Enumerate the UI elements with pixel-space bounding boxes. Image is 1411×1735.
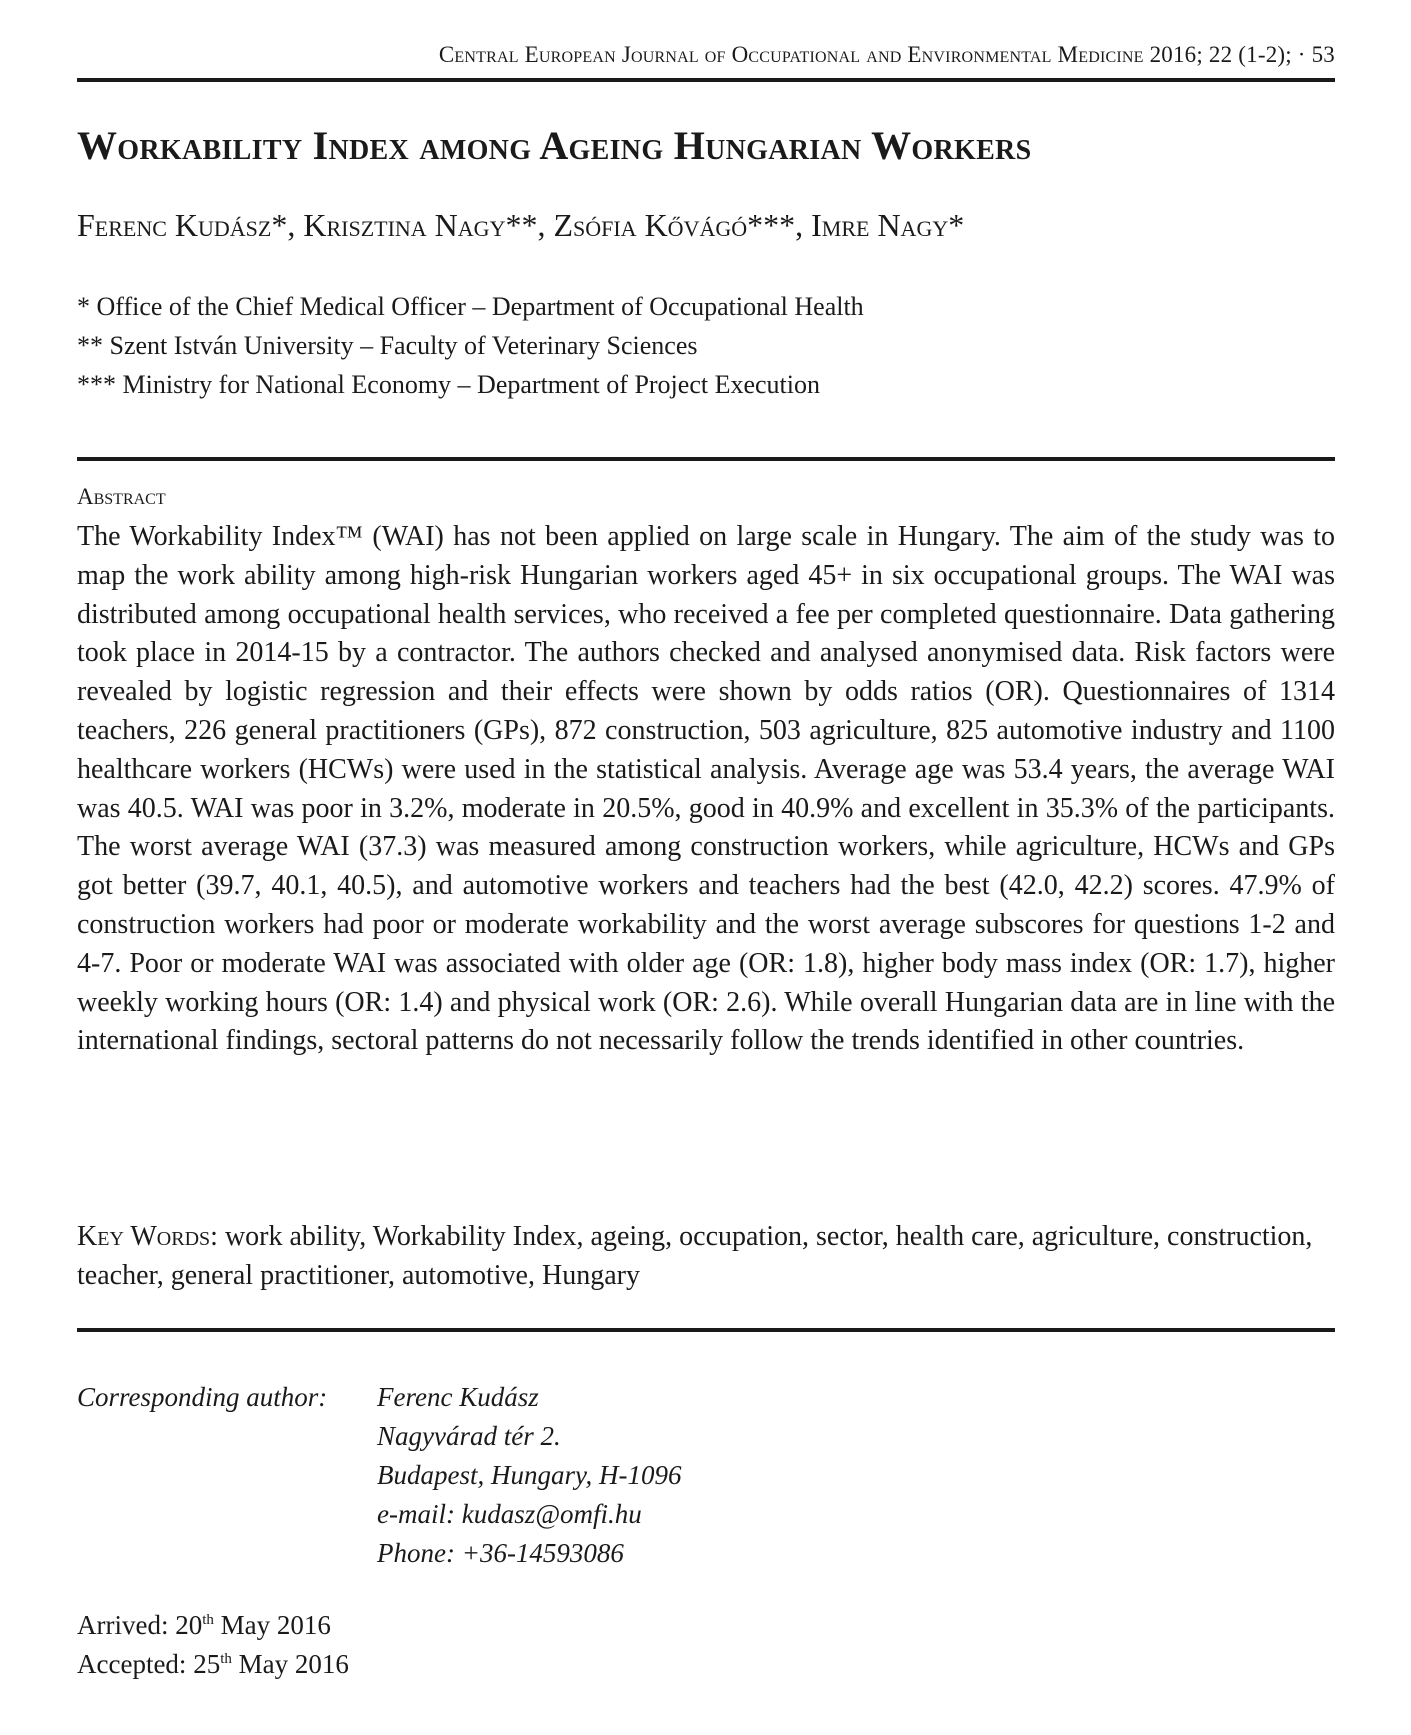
header-rule (77, 78, 1335, 82)
arrived-day: 20 (175, 1610, 203, 1640)
arrived-label: Arrived: (77, 1610, 176, 1640)
arrived-date (77, 1606, 349, 1645)
corresponding-author-details (377, 1378, 681, 1573)
running-head: Central European Journal of Occupational and Environmental Medicine 2016; 22 (1-2); · 53 (438, 42, 1335, 67)
section-divider-bottom (77, 1328, 1335, 1332)
accepted-month-year: May 2016 (231, 1649, 349, 1679)
author-street: Nagyvárad tér 2. (377, 1421, 561, 1451)
paper-title: Workability Index among Ageing Hungarian Workers (77, 123, 1032, 168)
author-phone: Phone: +36-14593086 (377, 1538, 624, 1568)
corresponding-author (77, 1378, 681, 1573)
accepted-label: Accepted: (77, 1649, 194, 1679)
abstract-text: The Workability Index™ (WAI) has not been applied on large scale in Hungary. The aim of the study was to map the work ability among high-risk Hungarian workers aged 45+ in six occupational groups. The WAI was distributed among occupational health services, who received a fee per completed questionnaire. Data gathering took place in 2014-15 by a contractor. The authors checked and analysed anonymised data. Risk factors were revealed by logistic regression and their effects were shown by odds ratios (OR). Questionnaires of 1314 teachers, 226 general practitioners (GPs), 872 construction, 503 agriculture, 825 automotive industry and 1100 healthcare workers (HCWs) were used in the statistical analysis. Average age was 53.4 years, the average WAI was 40.5. WAI was poor in 3.2%, moderate in 20.5%, good in 40.9% and excellent in 35.3% of the participants. The worst average WAI (37.3) was measured among construction workers, while agriculture, HCWs and GPs got better (39.7, 40.1, 40.5), and automotive workers and teachers had the best (42.0, 42.2) scores. 47.9% of construction workers had poor or moderate workability and the worst average subscores for questions 1-2 and 4-7. Poor or moderate WAI was associated with older age (OR: 1.8), higher body mass index (OR: 1.7), higher weekly working hours (OR: 1.4) and physical work (OR: 2.6). While overall Hungarian data are in line with the international findings, sectoral patterns do not necessarily follow the trends identified in other countries. (77, 521, 1335, 1057)
author-city: Budapest, Hungary, H-1096 (377, 1460, 682, 1490)
keywords-label: Key Words: (77, 1221, 218, 1252)
arrived-suffix: th (202, 1612, 214, 1628)
affiliation-2: ** Szent István University – Faculty of Veterinary Sciences (77, 331, 698, 360)
author-list: Ferenc Kudász*, Krisztina Nagy**, Zsófia Kővágó***, Imre Nagy* (77, 207, 965, 243)
accepted-day: 25 (193, 1649, 221, 1679)
accepted-suffix: th (220, 1651, 232, 1667)
keywords (77, 1217, 1335, 1295)
affiliation-1: * Office of the Chief Medical Officer – Department of Occupational Health (77, 292, 864, 321)
affiliation-3: *** Ministry for National Economy – Department of Project Execution (77, 370, 820, 399)
abstract-heading: Abstract (77, 484, 166, 509)
author-email: e-mail: kudasz@omfi.hu (377, 1499, 642, 1529)
manuscript-dates (77, 1606, 349, 1684)
corresponding-author-label: Corresponding author: (77, 1382, 328, 1412)
affiliations (77, 287, 864, 404)
accepted-date (77, 1645, 349, 1684)
author-name: Ferenc Kudász (377, 1382, 539, 1412)
section-divider (77, 457, 1335, 461)
arrived-month-year: May 2016 (213, 1610, 331, 1640)
keywords-text: work ability, Workability Index, ageing, occupation, sector, health care, agriculture, construction, teacher, general practitioner, automotive, Hungary (77, 1221, 1313, 1291)
